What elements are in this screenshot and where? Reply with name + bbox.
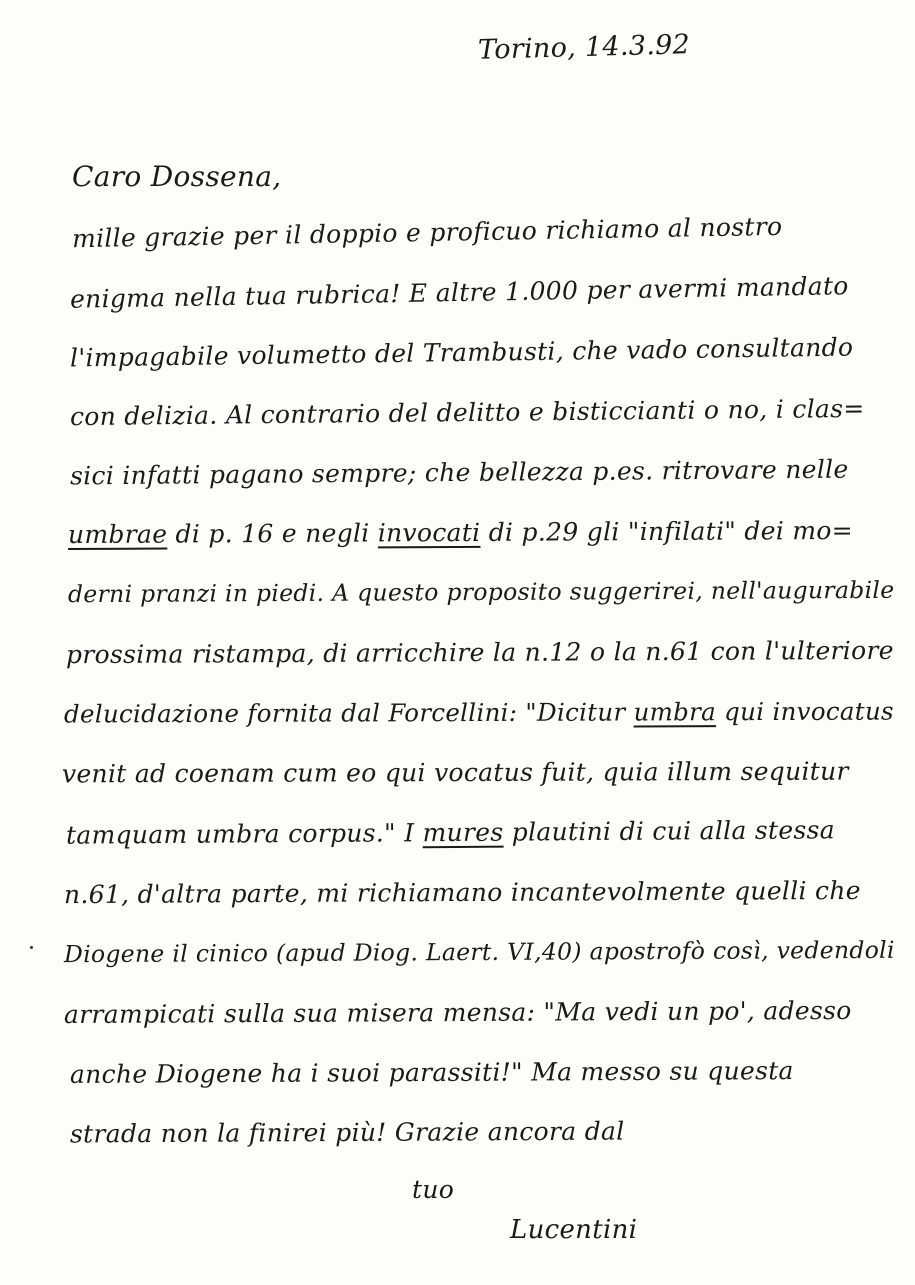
body-line-7: derni pranzi in piedi. A questo proposito suggerirei, nell'augurabile [67, 575, 895, 609]
body-line-1: mille grazie per il doppio e proficuo richiamo al nostro [71, 211, 783, 254]
body-line-3: l'impagabile volumetto del Trambusti, che vado consultando [69, 332, 854, 373]
signature: Lucentini [510, 1215, 638, 1245]
body-line-13: Diogene il cinico (apud Diog. Laert. VI,40) apostrofò così, vedendoli [63, 935, 895, 969]
body-line-2: enigma nella tua rubrica! E altre 1.000 per avermi mandato [69, 271, 849, 314]
salutation: Caro Dossena, [72, 160, 282, 193]
body-line-10: venit ad coenam cum eo qui vocatus fuit, quia illum sequitur [61, 756, 849, 789]
body-line-4: con delizia. Al contrario del delitto e bisticcianti o no, i clas= [69, 393, 865, 432]
word-invocati: invocati [377, 517, 481, 548]
body-line-8: prossima ristampa, di arricchire la n.12 o la n.61 con l'ulteriore [65, 635, 894, 670]
closing: tuo [412, 1175, 455, 1204]
body-line-12: n.61, d'altra parte, mi richiamano incantevolmente quelli che [63, 875, 861, 910]
body-line-6: umbrae di p. 16 e negli invocati di p.29 gli "infilati" dei mo= [67, 515, 854, 550]
letter-date: Torino, 14.3.92 [477, 29, 691, 66]
paper-speck [30, 946, 33, 949]
word-umbrae: umbrae [67, 519, 168, 550]
body-line-5: sici infatti pagano sempre; che bellezza p.es. ritrovare nelle [69, 454, 849, 491]
body-line-14: arrampicati sulla sua misera mensa: "Ma vedi un po', adesso [63, 995, 852, 1030]
body-line-9: delucidazione fornita dal Forcellini: "Dicitur umbra qui invocatus [63, 696, 894, 729]
body-line-11: tamquam umbra corpus." I mures plautini di cui alla stessa [65, 815, 835, 850]
body-line-16: strada non la finirei più! Grazie ancora dal [69, 1116, 625, 1149]
word-mures: mures [422, 817, 504, 848]
word-umbra: umbra [633, 697, 717, 727]
body-line-15: anche Diogene ha i suoi parassiti!" Ma messo su questa [69, 1056, 794, 1089]
